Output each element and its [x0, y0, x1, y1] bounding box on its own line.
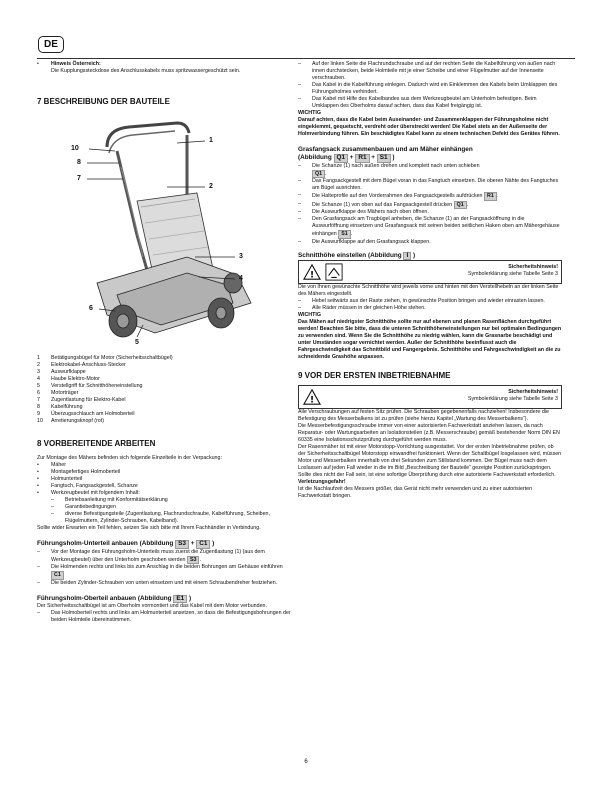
tag-e1: E1	[173, 595, 187, 604]
upper-intro: Der Sicherheitsschaltbügel ist am Oberholm vormontiert und das Kabel mit dem Motor verbunden.	[37, 603, 267, 609]
hint-title: Hinweis Österreich:	[51, 61, 101, 67]
callout-3: 3	[239, 253, 243, 260]
list-item: – Die Schanze (1) nach außen drehen und komplett nach unten schieben Q1 .	[298, 163, 562, 179]
hint-austria	[37, 61, 295, 75]
grass-bag-title: Grasfangsack zusammenbauen und am Mäher einhängen	[298, 146, 473, 153]
hint-text: Die Kupplungssteckdose des Anschlusskabels muss spritzwassergeschützt sein.	[51, 68, 241, 74]
list-item: – diverse Befestigungsteile (Zugentlastung, Flachrundschraube, Kabelführung, Scheiben, Flügelmuttern, Zylinder-Schrauben, Kabelband).	[37, 511, 295, 525]
s8-intro: Zur Montage des Mähers befinden sich folgende Einzelteile in der Verpackung:	[37, 455, 222, 461]
list-item: – Das Fangsackgestell mit dem Bügel voran in das Fangtuch einsetzen. Die oberen Nähte des Fangtuches am Bügel ausrichten.	[298, 178, 562, 192]
left-column	[37, 61, 295, 624]
svg-text:!: !	[309, 395, 315, 406]
list-item: 3 Auswurfklappe	[37, 369, 86, 375]
callout-2: 2	[209, 183, 213, 190]
list-item: – Alle Räder müssen in der gleichen Höhe stehen.	[298, 305, 562, 312]
list-item: 10 Arretierungsknopf (rot)	[37, 418, 104, 424]
warning-triangle-icon	[303, 388, 321, 406]
s9-p2: Die Messerbefestigungsschraube immer von einer autorisierten Fachwerkstatt anziehen lassen, da nach Reparatur- oder Wartungsarbeiten an Isolationsteilen (z.B. Messerschraube) gemäß bestehender Norm DIN EN 60335 eine Isolationsschutzprüfung durchgeführt werden muss.	[298, 423, 560, 443]
safety-title: Sicherheitshinweis!	[508, 389, 558, 395]
safety-note-2	[298, 385, 562, 409]
wichtig-2-title: WICHTIG	[298, 312, 321, 318]
list-item: 5 Verstellgriff für Schnitthöheneinstellung	[37, 383, 143, 389]
list-item: – Die Holmenden rechts und links bis zum Anschlag in die beiden Bohrungen am Gehäuse einführen C1	[37, 564, 295, 580]
tag-q1: Q1	[334, 154, 349, 163]
list-item: • Fangtuch, Fangsackgestell, Schanze	[37, 483, 295, 490]
list-item: 7 Zugentlastung für Elektro-Kabel	[37, 397, 126, 403]
safety-title: Sicherheitshinweis!	[508, 264, 558, 270]
parts-list	[37, 355, 295, 425]
tag-r1: R1	[355, 154, 369, 163]
list-item: • Montagefertiges Holmoberteil	[37, 469, 295, 476]
list-item: – Vor der Montage des Führungsholm-Unterteils muss zuerst die Zugentlastung (1) (aus dem Werkzeugbeutel) über den Unterholm geschoben werden S3 .	[37, 549, 295, 565]
list-item: • Holmunterteil	[37, 476, 295, 483]
s9-p3: Der Rasenmäher ist mit einer Motorstopp-Vorrichtung ausgestattet. Vor der ersten Inbetriebnahme prüfen, ob der Sicherheitsschaltbügel Motorstopp einwandfrei funktioniert. Wenn der Schaltbügel losgelassen wird, müssen Motor und Messerbalken innerhalb von drei Sekunden zum Stillstand kommen. Der Bügel muss nach dem Loslassen auf jeden Fall wieder in die im Bild „Beschreibung der Bauteile“ gezeigte Position zurückspringen. Sollte dies nicht der Fall sein, ist eine sofortige Überprüfung durch eine autorisierte Fachwerkstatt erforderlich.	[298, 444, 562, 478]
wichtig-2-text: Das Mähen auf niedrigster Schnitthöhe sollte nur auf ebenen und planen Rasenflächen durchgeführt werden! Beachten Sie bitte, dass die unteren Schnitthöheneinstellungen nur bei optimalen Bedingungen zu verwenden sind. Wenn Sie die Schnitthöhe zu niedrig wählen, kann die Grasnarbe beschädigt und unter Umständen sogar vernichtet werden. Außer der Schnitthöhe beeinflusst auch die Fahrgeschwindigkeit das Schnittbild und Fangergebnis. Schnitthöhe und Fahrgeschwindigkeit an die zu schneidende Grashöhe anpassen.	[298, 319, 562, 360]
tag-s1: S1	[377, 154, 391, 163]
list-item: – Betriebsanleitung mit Konformitätserklärung	[37, 497, 295, 504]
list-item: – Hebel seitwärts aus der Raste ziehen, in gewünschte Position bringen und wieder einrasten lassen.	[298, 298, 562, 305]
callout-7: 7	[77, 175, 81, 182]
list-item: – Das Kabel mit Hilfe des Kabelbandes aus dem Werkzeugbeutel am Unterholm befestigen. Beim Umklappen des Oberholms darauf achten, dass das Kabel freigängig ist.	[298, 96, 562, 110]
wichtig-1-title: WICHTIG	[298, 110, 321, 116]
right-column	[298, 61, 562, 500]
warning-triangle-icon	[303, 263, 321, 281]
s9-p1: Alle Verschraubungen auf festen Sitz prüfen. Die Schrauben gegebenenfalls nachziehen! Insbesondere die Befestigung des Messerbalkens ist zu prüfen (siehe hierzu Kapitel „Wartung des Messerbalkens“).	[298, 409, 549, 422]
lawnmower-illustration	[37, 107, 295, 349]
tag-s3: S3	[175, 540, 189, 549]
list-item: • Mäher	[37, 462, 295, 469]
callout-4: 4	[239, 275, 243, 282]
list-item: 8 Kabelführung	[37, 404, 83, 410]
upper-holm-title: Führungsholm-Oberteil anbauen (Abbildung E1 )	[37, 594, 192, 602]
list-item: – Das Holmoberteil rechts und links am Holmunterteil ansetzen, so dass die Befestigungsbohrungen der beiden Holmteile übereinstimmen.	[37, 610, 295, 624]
callout-1: 1	[209, 137, 213, 144]
section-7-title: 7 BESCHREIBUNG DER BAUTEILE	[37, 97, 170, 106]
svg-text:!: !	[309, 270, 315, 281]
wichtig-1-text: Darauf achten, dass die Kabel beim Auseinander- und Zusammenklappen der Führungsholme nicht eingeklemmt, gequetscht, verdreht oder überstreckt werden! Die Kabel stets an der Außenseite der Holmverbindung führen. Ein beschädigtes Kabel kann zu einem technischen Defekt des Gerätes führen.	[298, 117, 560, 137]
section-9-title: 9 VOR DER ERSTEN INBETRIEBNAHME	[298, 371, 451, 380]
s8-missing: Sollte wider Erwarten ein Teil fehlen, setzen Sie sich bitte mit Ihrem Fachhändler in Verbindung.	[37, 525, 261, 531]
language-badge: DE	[38, 36, 64, 53]
list-item: – Die Halteprofile auf den Vorderrahmen des Fangsackgestells aufdrücken R1 .	[298, 192, 562, 201]
injury-text: Ist die Nachlaufzeit des Messers größer, das Gerät nicht mehr verwenden und zu einer autorisierten Fachwerkstatt bringen.	[298, 486, 533, 499]
grass-bag-subtitle: (Abbildung Q1 + R1 + S1 )	[298, 154, 395, 161]
safety-text: Symbolerklärung siehe Tabelle Seite 3	[467, 271, 558, 277]
lawnmower-figure	[37, 107, 295, 349]
list-item: – Die beiden Zylinder-Schrauben von unten einsetzen und mit einem Schraubendreher festziehen.	[37, 580, 295, 587]
cut-intro: Die von Ihnen gewünschte Schnitthöhe wird jeweils vorne und hinten mit den Verstellhebeln an der linken Seite des Mähers eingestellt.	[298, 284, 559, 297]
callout-10: 10	[71, 145, 79, 152]
list-item: – Den Grasfangsack am Tragbügel anheben, die Schanze (1) an der Fangsacköffnung in die Auswurföffnung einsetzen und Grasfangsack mit seinen beiden seitlichen Haken oben am Mähergehäuse einhängen S1 .	[298, 216, 562, 239]
list-item: 4 Haube Elektro-Motor	[37, 376, 100, 382]
cut-height-title: Schnitthöhe einstellen (Abbildung I )	[298, 251, 416, 259]
hand-injury-icon	[325, 263, 343, 281]
callout-6: 6	[89, 305, 93, 312]
section-8-title: 8 VORBEREITENDE ARBEITEN	[37, 439, 156, 448]
tag-c1: C1	[196, 540, 210, 549]
list-item: 2 Elektrokabel-Anschluss-Stecker	[37, 362, 126, 368]
list-item: – Die Auswurfklappe des Mähers nach oben öffnen.	[298, 209, 562, 216]
callout-5: 5	[135, 339, 139, 346]
tag-i: I	[403, 252, 411, 261]
injury-title: Verletzungsgefahr!	[298, 479, 346, 485]
top-rule	[37, 58, 575, 59]
list-item: – Garantiebedingungen	[37, 504, 295, 511]
safety-note-1	[298, 260, 562, 284]
page-number: 6	[304, 759, 308, 765]
list-item: – Die Auswurfklappe auf den Grasfangsack klappen.	[298, 239, 562, 246]
callout-8: 8	[77, 159, 81, 166]
list-item: – Das Kabel in die Kabelführung einlegen. Dadurch wird ein Einklemmen des Kabels beim Umklappen des Führungsholmes verhindert.	[298, 82, 562, 96]
list-item: – Die Schanze (1) von oben auf das Fangsackgestell drücken Q1 .	[298, 201, 562, 210]
list-item: 9 Überzugsschlauch am Holmoberteil	[37, 411, 135, 417]
list-item: 6 Motorträger	[37, 390, 79, 396]
list-item: – Auf der linken Seite die Flachrundschraube und auf der rechten Seite die Kabelführung von außen nach innen durchstecken, beide Holmteile mit je einer Scheibe und einer Flügelmutter auf der Innenseite verschrauben.	[298, 61, 562, 82]
safety-text: Symbolerklärung siehe Tabelle Seite 3	[467, 396, 558, 402]
lower-holm-title: Führungsholm-Unterteil anbauen (Abbildung S3 + C1 )	[37, 540, 215, 547]
list-item: • Werkzeugbeutel mit folgendem Inhalt:	[37, 490, 295, 497]
list-item: 1 Betätigungsbügel für Motor (Sicherheitsschaltbügel)	[37, 355, 173, 361]
